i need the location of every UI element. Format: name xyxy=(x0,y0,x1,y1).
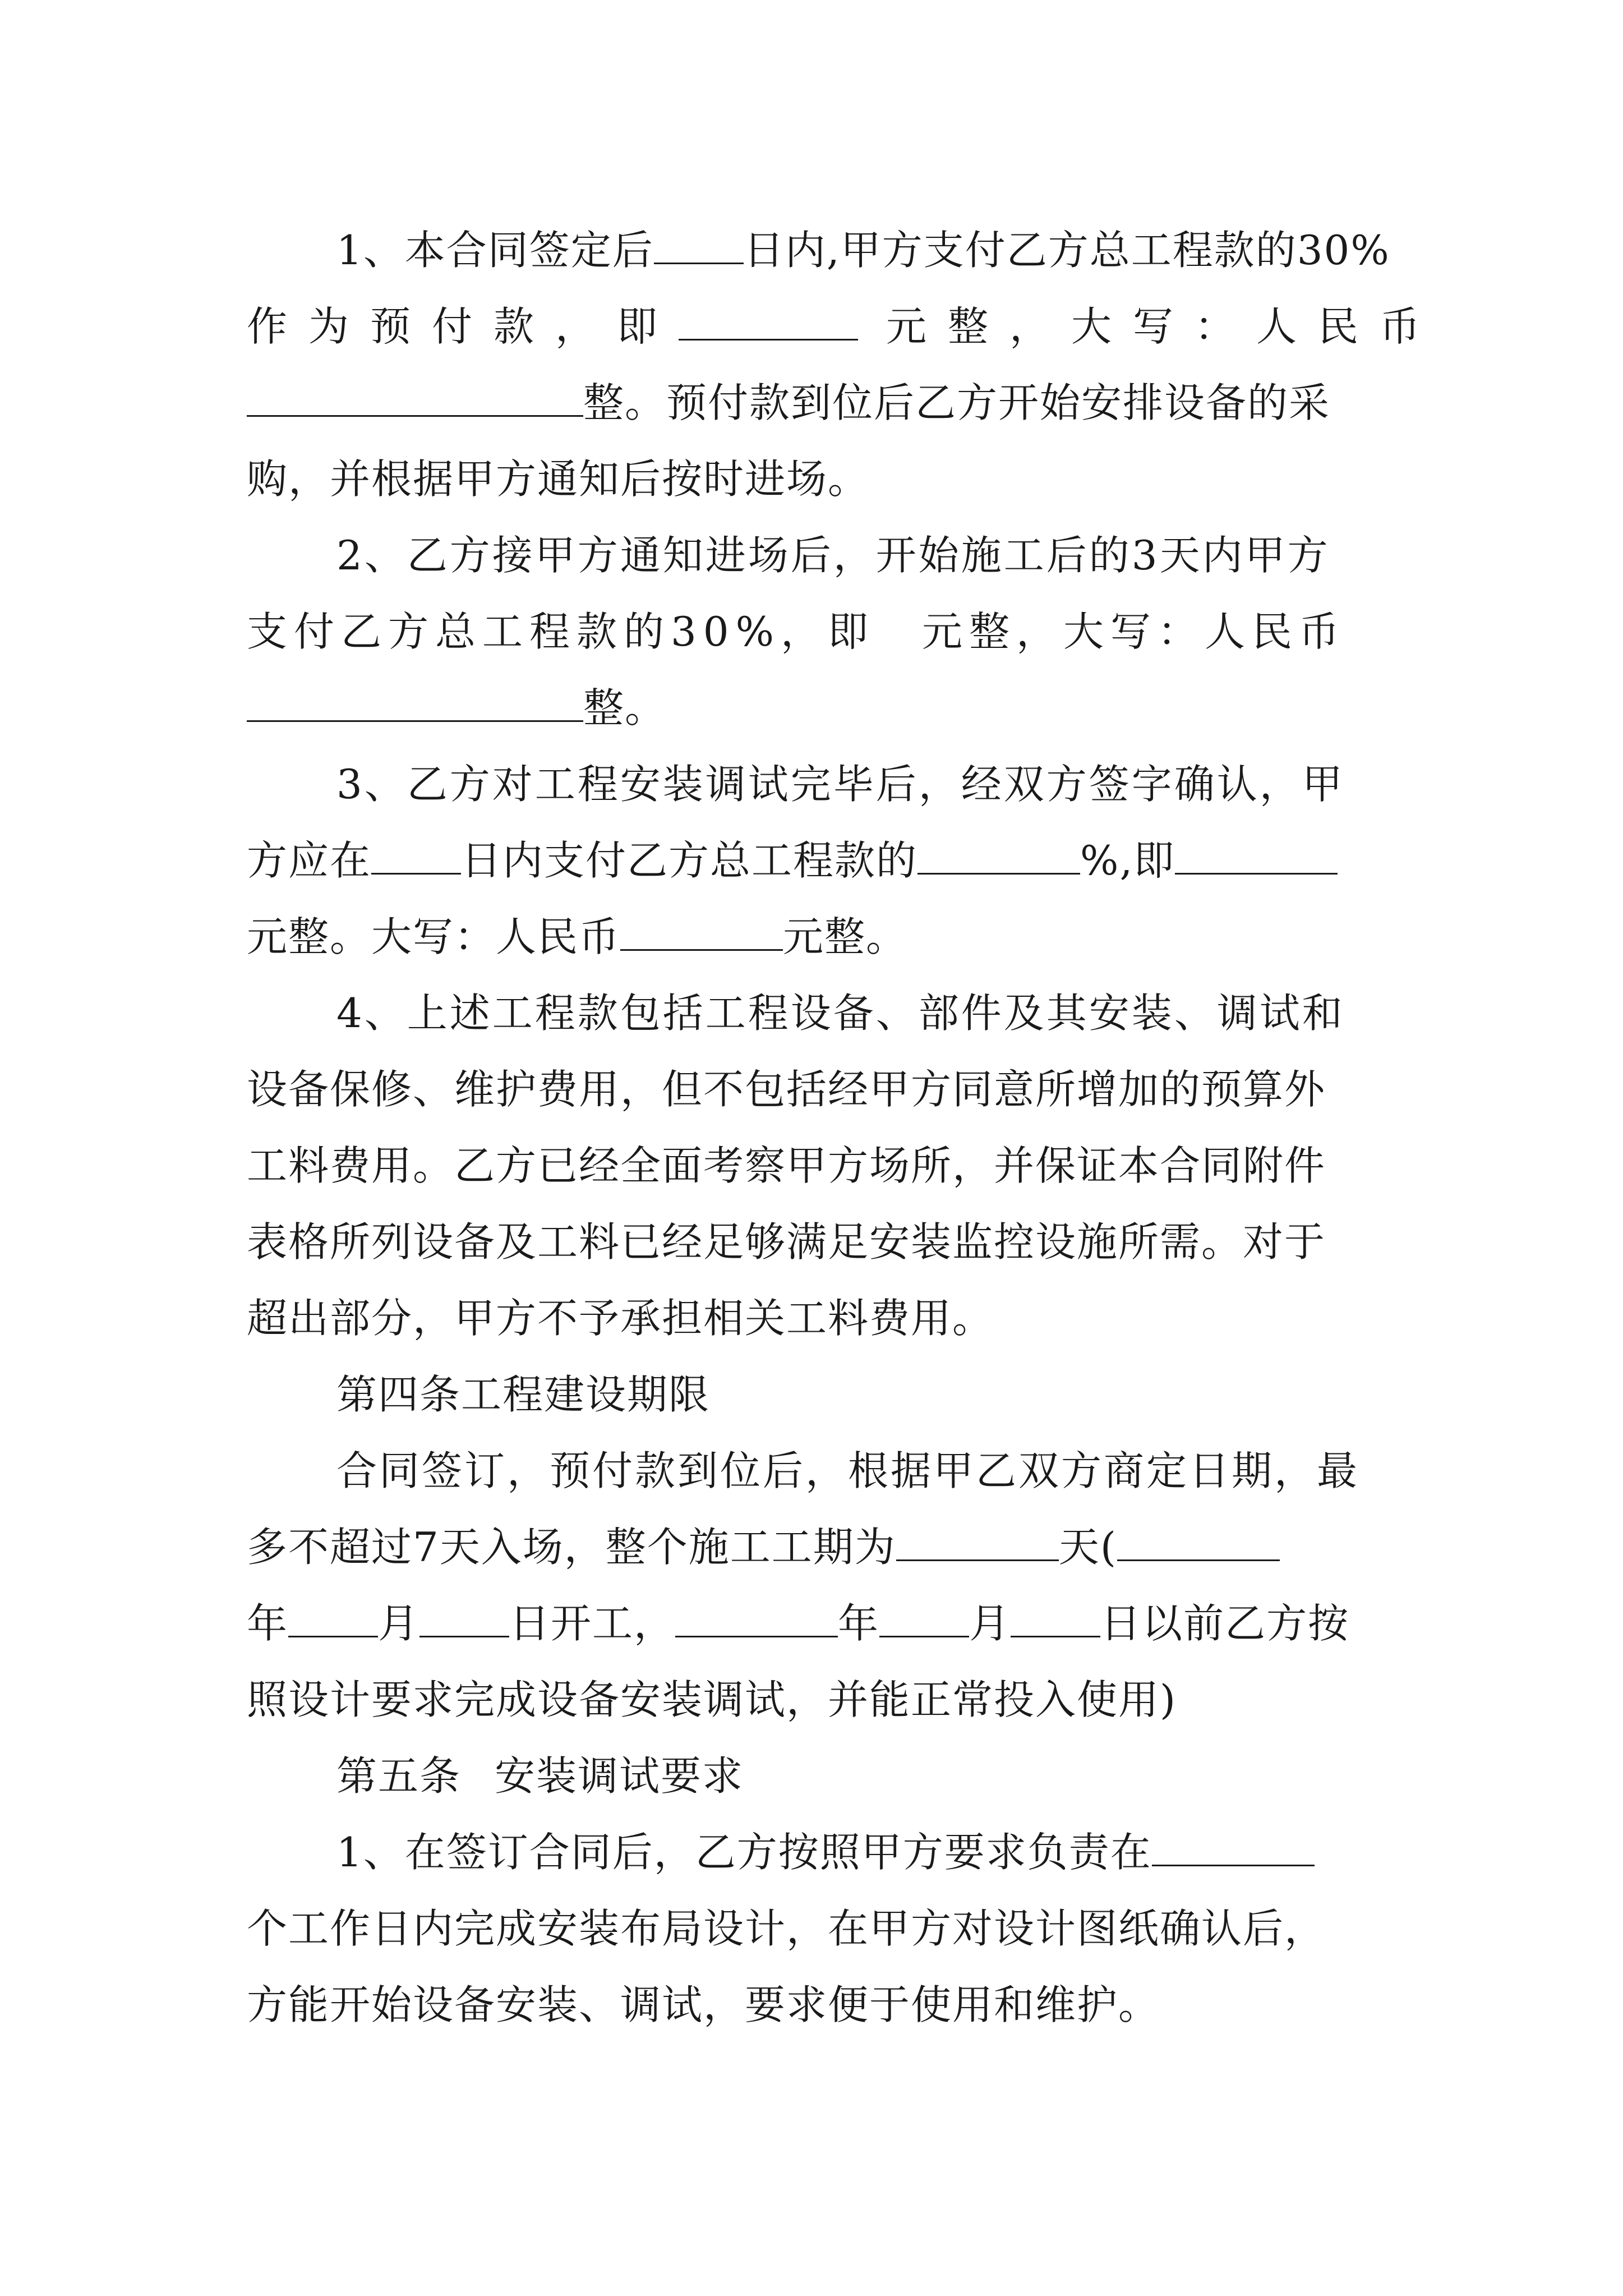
item-4-text: 表格所列设备及工料已经足够满足安装监控设施所需。对于 xyxy=(247,1218,1326,1266)
section-4-text: 日以前乙方按 xyxy=(1100,1600,1350,1647)
blank-field xyxy=(620,912,783,951)
blank-field xyxy=(247,378,583,417)
item-1-text: 整。预付款到位后乙方开始安排设备的采 xyxy=(583,379,1331,426)
item-1-text: 1、本合同签定后 xyxy=(336,227,654,274)
document-body xyxy=(247,212,1442,2043)
section-4-text: 合同签订，预付款到位后，根据甲乙双方商定日期，最 xyxy=(336,1447,1360,1494)
section-4-text: 照设计要求完成设备安装调试，并能正常投入使用) xyxy=(247,1676,1177,1723)
item-4-text: 工料费用。乙方已经全面考察甲方场所，并保证本合同附件 xyxy=(247,1142,1326,1189)
item-3-text: 元整。大写：人民币 xyxy=(247,913,621,960)
section-4-text: 日开工， xyxy=(509,1600,676,1647)
item-1-line-2 xyxy=(247,288,1442,365)
item-1-line-1 xyxy=(247,212,1390,288)
blank-field xyxy=(1117,1522,1280,1561)
section-5-text: 1、在签订合同后，乙方按照甲方要求负责在 xyxy=(336,1829,1152,1876)
section-5-line-1 xyxy=(247,1814,1385,1890)
item-2-text: 2、乙方接甲方通知进场后，开始施工后的3天内甲方 xyxy=(336,532,1330,579)
section-4-heading xyxy=(247,1356,1385,1433)
item-3-line-2 xyxy=(247,822,1385,899)
item-3-text: 方应在 xyxy=(247,837,372,884)
section-4-line-3 xyxy=(247,1585,1385,1662)
section-heading: 第四条工程建设期限 xyxy=(336,1371,711,1418)
item-4-text: 4、上述工程款包括工程设备、部件及其安装、调试和 xyxy=(336,990,1345,1037)
section-heading: 第五条 xyxy=(336,1752,462,1800)
section-4-text: 天( xyxy=(1058,1524,1117,1571)
blank-field xyxy=(288,1599,378,1637)
item-2-line-3 xyxy=(247,670,1385,746)
blank-field xyxy=(896,1522,1059,1561)
blank-field xyxy=(675,1599,838,1637)
blank-field xyxy=(1011,1599,1100,1637)
section-5-text: 个工作日内完成安装布局设计，在甲方对设计图纸确认后， xyxy=(247,1905,1326,1952)
section-4-text: 多不超过7天入场，整个施工工期为 xyxy=(247,1524,896,1571)
item-4-text: 设备保修、维护费用，但不包括经甲方同意所增加的预算外 xyxy=(247,1066,1326,1113)
item-1-text: 购，并根据甲方通知后按时进场。 xyxy=(247,455,870,503)
item-4-line-5 xyxy=(247,1280,1385,1356)
section-5-line-2 xyxy=(247,1890,1385,1967)
section-4-line-4 xyxy=(247,1662,1385,1738)
section-heading: 安装调试要求 xyxy=(495,1752,744,1800)
item-2-line-2 xyxy=(247,593,1385,670)
section-5-heading xyxy=(247,1738,1385,1814)
item-1-text: 日内,甲方支付乙方总工程款的30% xyxy=(743,227,1390,274)
item-1-text: 作为预付款，即 xyxy=(247,303,679,350)
item-4-line-2 xyxy=(247,1051,1385,1128)
item-4-line-1 xyxy=(247,975,1385,1051)
item-1-line-3 xyxy=(247,365,1385,441)
blank-field xyxy=(917,836,1080,875)
item-2-text: 整。 xyxy=(583,684,667,731)
section-5-line-3 xyxy=(247,1967,1385,2043)
item-2-text: 支付乙方总工程款的30%，即 元整，大写：人民币 xyxy=(247,608,1347,655)
item-3-line-1 xyxy=(247,746,1385,822)
section-4-text: 月 xyxy=(969,1600,1011,1647)
item-1-line-4 xyxy=(247,441,1385,517)
section-5-text: 方能开始设备安装、调试，要求便于使用和维护。 xyxy=(247,1981,1160,2028)
item-3-text: 日内支付乙方总工程款的 xyxy=(461,837,918,884)
section-4-text: 月 xyxy=(378,1600,420,1647)
section-4-text: 年 xyxy=(247,1600,289,1647)
item-4-line-4 xyxy=(247,1204,1385,1280)
blank-field xyxy=(1175,836,1338,875)
blank-field xyxy=(371,836,461,875)
item-1-text: 元整，大写：人民币 xyxy=(886,303,1442,350)
item-3-text: 3、乙方对工程安装调试完毕后，经双方签字确认，甲 xyxy=(336,761,1345,808)
blank-field xyxy=(247,683,583,722)
blank-field xyxy=(654,226,744,264)
item-3-text: %,即 xyxy=(1080,837,1175,884)
blank-field xyxy=(879,1599,969,1637)
item-4-line-3 xyxy=(247,1128,1385,1204)
section-4-text: 年 xyxy=(838,1600,880,1647)
item-4-text: 超出部分，甲方不予承担相关工料费用。 xyxy=(247,1295,994,1342)
item-2-line-1 xyxy=(247,517,1385,593)
section-4-line-1 xyxy=(247,1433,1385,1509)
section-4-line-2 xyxy=(247,1509,1385,1585)
item-3-text: 元整。 xyxy=(783,913,908,960)
blank-field xyxy=(1152,1828,1315,1866)
blank-field xyxy=(419,1599,509,1637)
blank-field xyxy=(679,302,858,341)
item-3-line-3 xyxy=(247,899,1385,975)
